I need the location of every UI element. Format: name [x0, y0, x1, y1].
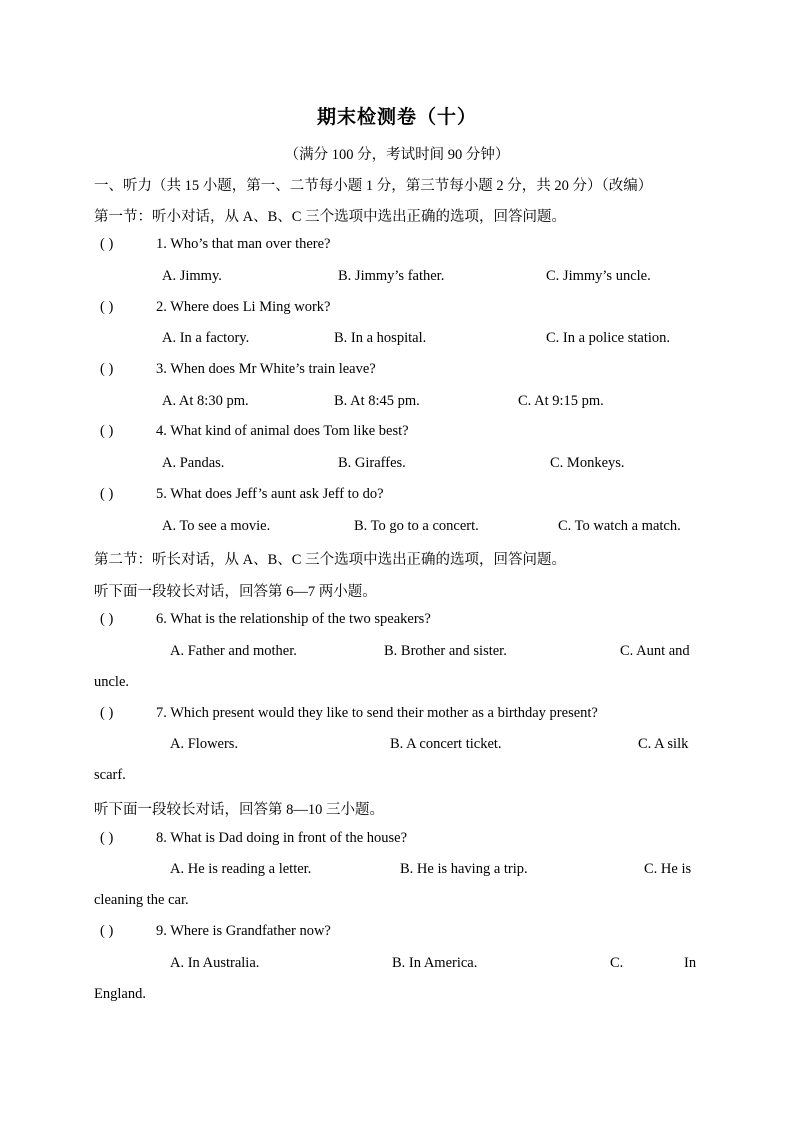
option-b: B. In a hospital.: [334, 330, 427, 346]
question-6: [100, 611, 431, 628]
question-7: [100, 705, 598, 722]
option-c: C. In a police station.: [546, 330, 671, 346]
option-a: A. At 8:30 pm.: [162, 393, 249, 409]
question-stem: 7. Which present would they like to send their mother as a birthday present?: [156, 705, 598, 721]
option-a: A. To see a movie.: [162, 518, 271, 534]
dialog-6-7-instruction: 听下面一段较长对话，回答第 6—7 两小题。: [94, 584, 377, 600]
question-stem: 6. What is the relationship of the two speakers?: [156, 611, 431, 627]
answer-blank[interactable]: ( ): [100, 830, 114, 846]
option-a: A. Jimmy.: [162, 268, 222, 284]
dialog-8-10-instruction: 听下面一段较长对话，回答第 8—10 三小题。: [94, 802, 384, 818]
option-b: B. To go to a concert.: [354, 518, 479, 534]
section2-header: 第二节：听长对话，从 A、B、C 三个选项中选出正确的选项，回答问题。: [94, 552, 567, 568]
page-title: 期末检测卷（十）: [316, 107, 477, 128]
option-c-word: In: [684, 955, 697, 971]
option-a: A. Father and mother.: [170, 643, 297, 659]
question-1: [100, 236, 330, 253]
answer-blank[interactable]: ( ): [100, 299, 114, 315]
answer-blank[interactable]: ( ): [100, 236, 114, 252]
question-stem: 8. What is Dad doing in front of the house?: [156, 830, 408, 846]
option-b: B. At 8:45 pm.: [334, 393, 420, 409]
option-c: C. Aunt and: [620, 643, 690, 659]
answer-blank[interactable]: ( ): [100, 361, 114, 377]
question-stem: 1. Who’s that man over there?: [156, 236, 331, 252]
answer-blank[interactable]: ( ): [100, 705, 114, 721]
part1-header: 一、听力（共 15 小题，第一、二节每小题 1 分，第三节每小题 2 分，共 20 分）（改编）: [94, 178, 653, 194]
option-b: B. A concert ticket.: [390, 736, 502, 752]
question-5: [100, 486, 384, 503]
option-b: B. In America.: [392, 955, 478, 971]
question-4: [100, 423, 409, 440]
option-c: C. At 9:15 pm.: [518, 393, 604, 409]
answer-blank[interactable]: ( ): [100, 423, 114, 439]
option-a: A. Pandas.: [162, 455, 225, 471]
page-subtitle: （满分 100 分，考试时间 90 分钟）: [284, 147, 510, 163]
option-c: C. Monkeys.: [550, 455, 625, 471]
option-a: A. He is reading a letter.: [170, 861, 312, 877]
question-3: [100, 361, 376, 378]
section1-header: 第一节：听小对话，从 A、B、C 三个选项中选出正确的选项，回答问题。: [94, 209, 567, 225]
option-a: A. In Australia.: [170, 955, 260, 971]
option-c: C.: [610, 955, 624, 971]
question-stem: 3. When does Mr White’s train leave?: [156, 361, 376, 377]
question-8: [100, 830, 407, 847]
answer-blank[interactable]: ( ): [100, 486, 114, 502]
question-9: [100, 923, 331, 940]
question-2: [100, 299, 331, 316]
option-a: A. Flowers.: [170, 736, 239, 752]
question-stem: 4. What kind of animal does Tom like best?: [156, 423, 409, 439]
option-c-continued: cleaning the car.: [94, 892, 189, 908]
option-c-continued: uncle.: [94, 674, 130, 690]
option-c: C. He is: [644, 861, 692, 877]
option-b: B. Giraffes.: [338, 455, 406, 471]
option-c-continued: scarf.: [94, 767, 126, 783]
answer-blank[interactable]: ( ): [100, 923, 114, 939]
option-a: A. In a factory.: [162, 330, 250, 346]
option-c-continued: England.: [94, 986, 146, 1002]
option-b: B. He is having a trip.: [400, 861, 528, 877]
option-b: B. Brother and sister.: [384, 643, 507, 659]
answer-blank[interactable]: ( ): [100, 611, 114, 627]
option-c: C. To watch a match.: [558, 518, 681, 534]
option-c: C. Jimmy’s uncle.: [546, 268, 651, 284]
question-stem: 5. What does Jeff’s aunt ask Jeff to do?: [156, 486, 384, 502]
option-b: B. Jimmy’s father.: [338, 268, 445, 284]
option-c: C. A silk: [638, 736, 689, 752]
question-stem: 9. Where is Grandfather now?: [156, 923, 331, 939]
question-stem: 2. Where does Li Ming work?: [156, 299, 331, 315]
